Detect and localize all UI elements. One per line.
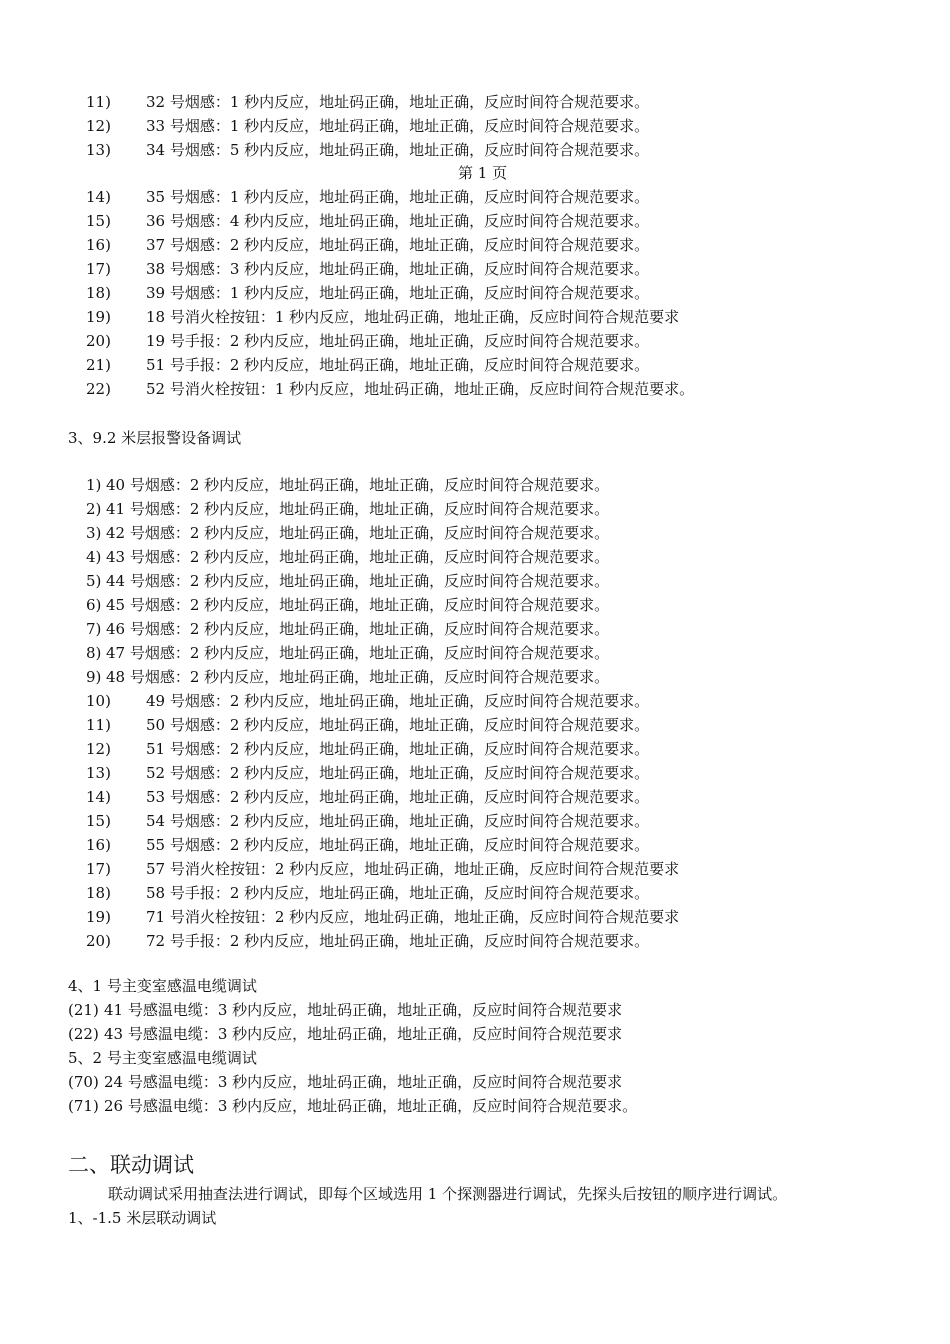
list-item-number: (22) bbox=[68, 1025, 99, 1043]
list-item-text: 34 号烟感：5 秒内反应，地址码正确，地址正确，反应时间符合规范要求。 bbox=[146, 141, 650, 159]
list-item-text: 42 号烟感：2 秒内反应，地址码正确，地址正确，反应时间符合规范要求。 bbox=[106, 524, 610, 542]
list-item-number: (21) bbox=[68, 1001, 99, 1019]
list-item-text: 48 号烟感：2 秒内反应，地址码正确，地址正确，反应时间符合规范要求。 bbox=[106, 668, 610, 686]
list-item-text: 39 号烟感：1 秒内反应，地址码正确，地址正确，反应时间符合规范要求。 bbox=[146, 284, 650, 302]
list-item-number: 16) bbox=[86, 236, 111, 254]
list-item-text: 24 号感温电缆：3 秒内反应，地址码正确，地址正确，反应时间符合规范要求 bbox=[104, 1073, 623, 1091]
list-item-number: (71) bbox=[68, 1097, 99, 1115]
list-item-number: 21) bbox=[86, 356, 111, 374]
list-item-text: 26 号感温电缆：3 秒内反应，地址码正确，地址正确，反应时间符合规范要求。 bbox=[104, 1097, 638, 1115]
list-item-number: 19) bbox=[86, 308, 111, 326]
list-item-number: 4) bbox=[86, 548, 102, 566]
list-item-number: 6) bbox=[86, 596, 102, 614]
list-item-text: 43 号感温电缆：3 秒内反应，地址码正确，地址正确，反应时间符合规范要求 bbox=[104, 1025, 623, 1043]
list-item-text: 35 号烟感：1 秒内反应，地址码正确，地址正确，反应时间符合规范要求。 bbox=[146, 188, 650, 206]
list-item-number: (70) bbox=[68, 1073, 99, 1091]
list-item-text: 51 号手报：2 秒内反应，地址码正确，地址正确，反应时间符合规范要求。 bbox=[146, 356, 650, 374]
list-item-number: 7) bbox=[86, 620, 102, 638]
list-item-text: 19 号手报：2 秒内反应，地址码正确，地址正确，反应时间符合规范要求。 bbox=[146, 332, 650, 350]
list-item-number: 13) bbox=[86, 141, 111, 159]
list-item-text: 55 号烟感：2 秒内反应，地址码正确，地址正确，反应时间符合规范要求。 bbox=[146, 836, 650, 854]
list-item-text: 46 号烟感：2 秒内反应，地址码正确，地址正确，反应时间符合规范要求。 bbox=[106, 620, 610, 638]
list-item-text: 41 号感温电缆：3 秒内反应，地址码正确，地址正确，反应时间符合规范要求 bbox=[104, 1001, 623, 1019]
list-item-text: 54 号烟感：2 秒内反应，地址码正确，地址正确，反应时间符合规范要求。 bbox=[146, 812, 650, 830]
list-item-number: 18) bbox=[86, 884, 111, 902]
list-item-number: 19) bbox=[86, 908, 111, 926]
list-item-text: 45 号烟感：2 秒内反应，地址码正确，地址正确，反应时间符合规范要求。 bbox=[106, 596, 610, 614]
list-item-number: 13) bbox=[86, 764, 111, 782]
list-item-text: 40 号烟感：2 秒内反应，地址码正确，地址正确，反应时间符合规范要求。 bbox=[106, 476, 610, 494]
list-item-number: 11) bbox=[86, 93, 111, 111]
list-item-number: 12) bbox=[86, 117, 111, 135]
list-item-number: 14) bbox=[86, 788, 111, 806]
list-item-number: 2) bbox=[86, 500, 102, 518]
list-item-number: 18) bbox=[86, 284, 111, 302]
list-item-number: 17) bbox=[86, 860, 111, 878]
list-item-number: 9) bbox=[86, 668, 102, 686]
list-item-text: 32 号烟感：1 秒内反应，地址码正确，地址正确，反应时间符合规范要求。 bbox=[146, 93, 650, 111]
list-item-number: 16) bbox=[86, 836, 111, 854]
part-2-heading: 二、联动调试 bbox=[68, 1153, 194, 1177]
page-number: 第 1 页 bbox=[458, 164, 508, 182]
list-item-number: 5) bbox=[86, 572, 102, 590]
list-item-number: 20) bbox=[86, 332, 111, 350]
list-item-number: 11) bbox=[86, 716, 111, 734]
section-3-heading: 3、9.2 米层报警设备调试 bbox=[68, 429, 242, 447]
section-4-heading: 4、1 号主变室感温电缆调试 bbox=[68, 977, 257, 995]
list-item-text: 36 号烟感：4 秒内反应，地址码正确，地址正确，反应时间符合规范要求。 bbox=[146, 212, 650, 230]
section-5-heading: 5、2 号主变室感温电缆调试 bbox=[68, 1049, 257, 1067]
list-item-number: 12) bbox=[86, 740, 111, 758]
list-item-text: 51 号烟感：2 秒内反应，地址码正确，地址正确，反应时间符合规范要求。 bbox=[146, 740, 650, 758]
list-item-text: 52 号消火栓按钮：1 秒内反应，地址码正确，地址正确，反应时间符合规范要求。 bbox=[146, 380, 695, 398]
list-item-number: 20) bbox=[86, 932, 111, 950]
list-item-text: 72 号手报：2 秒内反应，地址码正确，地址正确，反应时间符合规范要求。 bbox=[146, 932, 650, 950]
list-item-text: 41 号烟感：2 秒内反应，地址码正确，地址正确，反应时间符合规范要求。 bbox=[106, 500, 610, 518]
list-item-text: 71 号消火栓按钮：2 秒内反应，地址码正确，地址正确，反应时间符合规范要求 bbox=[146, 908, 680, 926]
list-item-text: 57 号消火栓按钮：2 秒内反应，地址码正确，地址正确，反应时间符合规范要求 bbox=[146, 860, 680, 878]
list-item-text: 37 号烟感：2 秒内反应，地址码正确，地址正确，反应时间符合规范要求。 bbox=[146, 236, 650, 254]
list-item-text: 53 号烟感：2 秒内反应，地址码正确，地址正确，反应时间符合规范要求。 bbox=[146, 788, 650, 806]
list-item-number: 22) bbox=[86, 380, 111, 398]
list-item-text: 33 号烟感：1 秒内反应，地址码正确，地址正确，反应时间符合规范要求。 bbox=[146, 117, 650, 135]
list-item-text: 49 号烟感：2 秒内反应，地址码正确，地址正确，反应时间符合规范要求。 bbox=[146, 692, 650, 710]
list-item-text: 58 号手报：2 秒内反应，地址码正确，地址正确，反应时间符合规范要求。 bbox=[146, 884, 650, 902]
list-item-number: 8) bbox=[86, 644, 102, 662]
list-item-number: 1) bbox=[86, 476, 102, 494]
list-item-number: 10) bbox=[86, 692, 111, 710]
list-item-number: 17) bbox=[86, 260, 111, 278]
list-item-text: 50 号烟感：2 秒内反应，地址码正确，地址正确，反应时间符合规范要求。 bbox=[146, 716, 650, 734]
list-item-text: 52 号烟感：2 秒内反应，地址码正确，地址正确，反应时间符合规范要求。 bbox=[146, 764, 650, 782]
subsection-1-heading: 1、-1.5 米层联动调试 bbox=[68, 1209, 217, 1227]
list-item-text: 44 号烟感：2 秒内反应，地址码正确，地址正确，反应时间符合规范要求。 bbox=[106, 572, 610, 590]
list-item-text: 43 号烟感：2 秒内反应，地址码正确，地址正确，反应时间符合规范要求。 bbox=[106, 548, 610, 566]
list-item-text: 38 号烟感：3 秒内反应，地址码正确，地址正确，反应时间符合规范要求。 bbox=[146, 260, 650, 278]
list-item-text: 18 号消火栓按钮：1 秒内反应，地址码正确，地址正确，反应时间符合规范要求 bbox=[146, 308, 680, 326]
list-item-number: 15) bbox=[86, 812, 111, 830]
list-item-number: 15) bbox=[86, 212, 111, 230]
list-item-number: 14) bbox=[86, 188, 111, 206]
list-item-number: 3) bbox=[86, 524, 102, 542]
part-2-paragraph: 联动调试采用抽查法进行调试，即每个区域选用 1 个探测器进行调试，先探头后按钮的顺序进行调试。 bbox=[108, 1185, 788, 1203]
list-item-text: 47 号烟感：2 秒内反应，地址码正确，地址正确，反应时间符合规范要求。 bbox=[106, 644, 610, 662]
